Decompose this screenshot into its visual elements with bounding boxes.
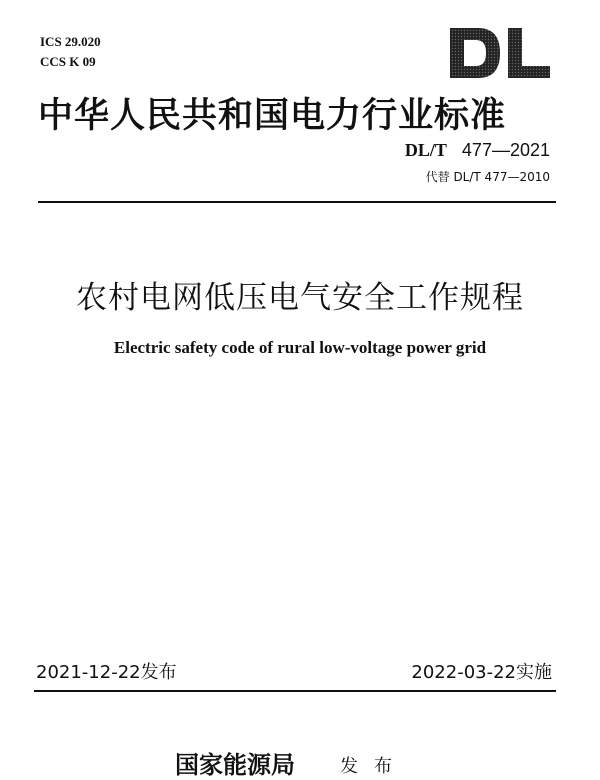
bottom-divider (34, 690, 556, 692)
implementation-date: 2022-03-22实施 (411, 662, 552, 683)
publish-label: 发布 (340, 756, 408, 777)
dl-logo (448, 26, 552, 80)
dl-logo-text: DL (448, 26, 450, 27)
standard-prefix: DL/T (404, 140, 447, 160)
publisher-name: 国家能源局 (175, 750, 295, 779)
standard-category-title: 中华人民共和国电力行业标准 (38, 95, 507, 136)
classification-codes (40, 32, 101, 72)
document-title-english: Electric safety code of rural low-voltage power grid (113, 338, 487, 357)
replaces-standard: 代替 DL/T 477—2010 (425, 170, 550, 184)
ics-code: ICS 29.020 (40, 34, 101, 49)
standard-number (405, 140, 550, 161)
issue-date: 2021-12-22发布 (36, 662, 177, 683)
document-title-chinese: 农村电网低压电气安全工作规程 (76, 280, 524, 316)
top-divider (38, 201, 556, 203)
standard-number-value: 477—2021 (461, 140, 550, 160)
ccs-code: CCS K 09 (40, 54, 96, 69)
